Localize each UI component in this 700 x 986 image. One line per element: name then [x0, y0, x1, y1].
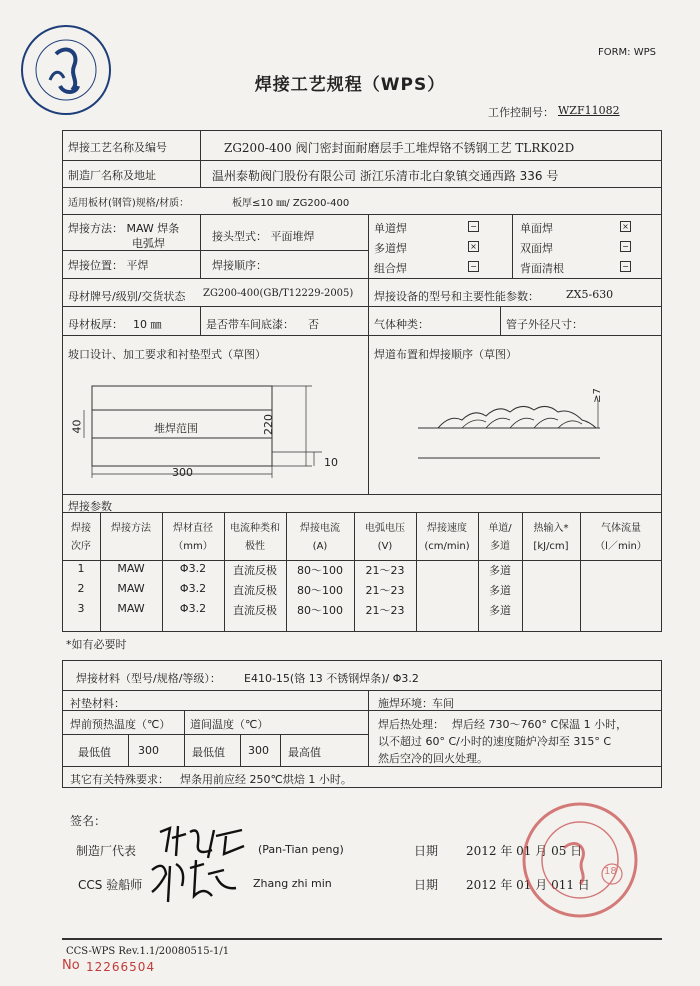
dim-40: 40: [70, 419, 84, 434]
params-cell: 多道: [489, 584, 511, 597]
params-header-cell: 气体流量 （l／min）: [595, 523, 647, 552]
date-label-1: 日期: [414, 844, 439, 858]
params-cell: 2: [77, 582, 85, 595]
combined-label: 组合焊: [374, 262, 407, 275]
back-gouge-label: 背面清根: [520, 262, 564, 275]
thickness-value: 10 ㎜: [133, 318, 162, 331]
page-title: 焊接工艺规程（WPS）: [254, 75, 446, 95]
footer-code: CCS-WPS Rev.1.1/20080515-1/1: [66, 946, 230, 957]
params-cell: MAW: [117, 582, 145, 595]
gas-label: 气体种类：: [374, 318, 429, 331]
params-cell: 80～100: [297, 604, 343, 617]
single-pass-checkbox[interactable]: −: [468, 221, 479, 232]
params-cell: 多道: [489, 604, 511, 617]
date-label-2: 日期: [414, 878, 439, 892]
params-cell: 直流反极: [233, 584, 277, 597]
params-header-cell: 焊材直径 （mm）: [173, 523, 213, 552]
wps-name-label: 焊接工艺名称及编号: [68, 141, 167, 154]
equipment-label: 焊接设备的型号和主要性能参数：: [374, 290, 539, 303]
max-interpass-label: 最高值: [288, 746, 321, 759]
params-header-cell: 焊接 次序: [71, 523, 91, 552]
sign-label: 签名：: [70, 814, 107, 828]
maker-rep-name: (Pan-Tian peng): [258, 843, 344, 856]
date-1: 2012 年 01 月 05 日: [466, 844, 583, 858]
ccs-surveyor-name: Zhang zhi min: [253, 877, 332, 890]
single-side-label: 单面焊: [520, 222, 553, 235]
control-number: WZF11082: [558, 104, 620, 117]
min-preheat-value: 300: [138, 744, 159, 757]
params-header-cell: 电弧电压 (V): [365, 523, 405, 552]
backing-material-label: 衬垫材料：: [70, 697, 125, 710]
bead-layout-label: 焊道布置和焊接顺序（草图）: [374, 348, 517, 361]
combined-checkbox[interactable]: −: [468, 261, 479, 272]
double-side-checkbox[interactable]: −: [620, 241, 631, 252]
back-gouge-checkbox[interactable]: −: [620, 261, 631, 272]
pwht-line-2: 以不超过 60° C/小时的速度随炉冷却至 315° C: [378, 735, 612, 748]
thickness-label: 母材板厚：: [68, 318, 123, 331]
maker-label: 制造厂名称及地址: [68, 169, 156, 182]
method-label: 焊接方法： MAW 焊条: [68, 222, 180, 235]
consumable-value: E410-15(铬 13 不锈钢焊条)/ Φ3.2: [244, 672, 419, 685]
params-header-cell: 热输入* [kJ/cm]: [533, 523, 569, 552]
params-header-cell: 焊接速度 (cm/min): [424, 523, 470, 552]
position-label: 焊接位置： 平焊: [68, 259, 149, 272]
seal-number: 18: [604, 866, 617, 877]
overlay-area-label: 堆焊范围: [154, 422, 198, 435]
params-cell: 21～23: [365, 564, 405, 577]
base-metal-label: 母材牌号/级别/交货状态: [68, 290, 186, 303]
params-cell: Φ3.2: [179, 602, 207, 615]
single-side-checkbox[interactable]: ×: [620, 221, 631, 232]
groove-design-label: 坡口设计、加工要求和衬垫型式（草图）: [68, 348, 266, 361]
params-cell: 多道: [489, 564, 511, 577]
single-pass-label: 单道焊: [374, 222, 407, 235]
params-cell: MAW: [117, 562, 145, 575]
other-req-value: 焊条用前应经 250℃烘焙 1 小时。: [180, 773, 352, 786]
other-req-label: 其它有关特殊要求：: [70, 773, 169, 786]
dim-300: 300: [172, 466, 193, 479]
min-preheat-label: 最低值: [78, 746, 111, 759]
params-cell: 80～100: [297, 584, 343, 597]
multi-pass-label: 多道焊: [374, 242, 407, 255]
params-header-cell: 焊接电流 (A): [300, 523, 340, 552]
params-cell: MAW: [117, 602, 145, 615]
consumable-label: 焊接材料（型号/规格/等级）：: [76, 672, 221, 685]
params-cell: Φ3.2: [179, 582, 207, 595]
environment-value: 车间: [432, 697, 454, 710]
wps-name: ZG200-400 阀门密封面耐磨层手工堆焊铬不锈钢工艺 TLRK02D: [224, 141, 575, 155]
ccs-red-seal: [520, 800, 640, 920]
base-metal: ZG200-400(GB/T12229-2005): [203, 288, 354, 299]
dim-220: 220: [262, 414, 275, 435]
pwht-line-3: 然后空冷的回火处理。: [378, 752, 488, 765]
maker-rep-label: 制造厂代表: [76, 844, 137, 858]
equipment-value: ZX5-630: [566, 288, 614, 301]
params-header-cell: 电流种类和 极性: [230, 523, 280, 552]
params-cell: 3: [77, 602, 85, 615]
primer-value: 否: [308, 318, 319, 331]
pipe-label: 管子外径尺寸：: [506, 318, 583, 331]
form-code: FORM: WPS: [597, 47, 656, 58]
params-title: 焊接参数: [68, 500, 112, 513]
maker-info: 温州泰勒阀门股份有限公司 浙江乐清市北白象镇交通西路 336 号: [212, 169, 559, 183]
groove-sketch: [62, 360, 368, 490]
control-number-label: 工作控制号：: [488, 106, 554, 119]
method-label-2: 电弧焊: [132, 237, 165, 250]
sequence-label: 焊接顺序：: [212, 259, 267, 272]
primer-label: 是否带车间底漆：: [206, 318, 294, 331]
ccs-surveyor-label: CCS 验船师: [78, 878, 143, 892]
params-cell: 直流反极: [233, 564, 277, 577]
dim-10: 10: [324, 456, 338, 469]
applicable-label: 适用板材(钢管)规格/材质：: [68, 198, 190, 209]
joint-label: 接头型式： 平面堆焊: [212, 230, 315, 243]
params-cell: 直流反极: [233, 604, 277, 617]
applicable-value: 板厚≤10 ㎜/ ZG200-400: [232, 198, 350, 209]
params-cell: 21～23: [365, 604, 405, 617]
params-cell: 21～23: [365, 584, 405, 597]
footnote: *如有必要时: [66, 638, 127, 651]
pwht-label: 焊后热处理：: [378, 718, 444, 731]
params-cell: 80～100: [297, 564, 343, 577]
multi-pass-checkbox[interactable]: ×: [468, 241, 479, 252]
double-side-label: 双面焊: [520, 242, 553, 255]
serial-number: 12266504: [86, 960, 156, 974]
min-interpass-label: 最低值: [192, 746, 225, 759]
preheat-label: 焊前预热温度（℃）: [70, 718, 171, 731]
pwht-line-1: 焊后经 730～760° C保温 1 小时，: [452, 718, 628, 731]
min-interpass-value: 300: [248, 744, 269, 757]
dim-bead-height: ≥7: [591, 388, 603, 403]
params-cell: 1: [77, 562, 85, 575]
serial-prefix: No: [62, 958, 80, 973]
ccs-surveyor-signature: [146, 856, 242, 908]
bead-sketch: [368, 360, 662, 490]
environment-label: 施焊环境：: [378, 697, 433, 710]
params-cell: Φ3.2: [179, 562, 207, 575]
interpass-label: 道间温度（℃）: [190, 718, 269, 731]
date-2: 2012 年 01 月 011 日: [466, 878, 590, 892]
params-header-cell: 焊接方法: [111, 523, 151, 534]
params-header-cell: 单道/ 多道: [488, 523, 512, 552]
